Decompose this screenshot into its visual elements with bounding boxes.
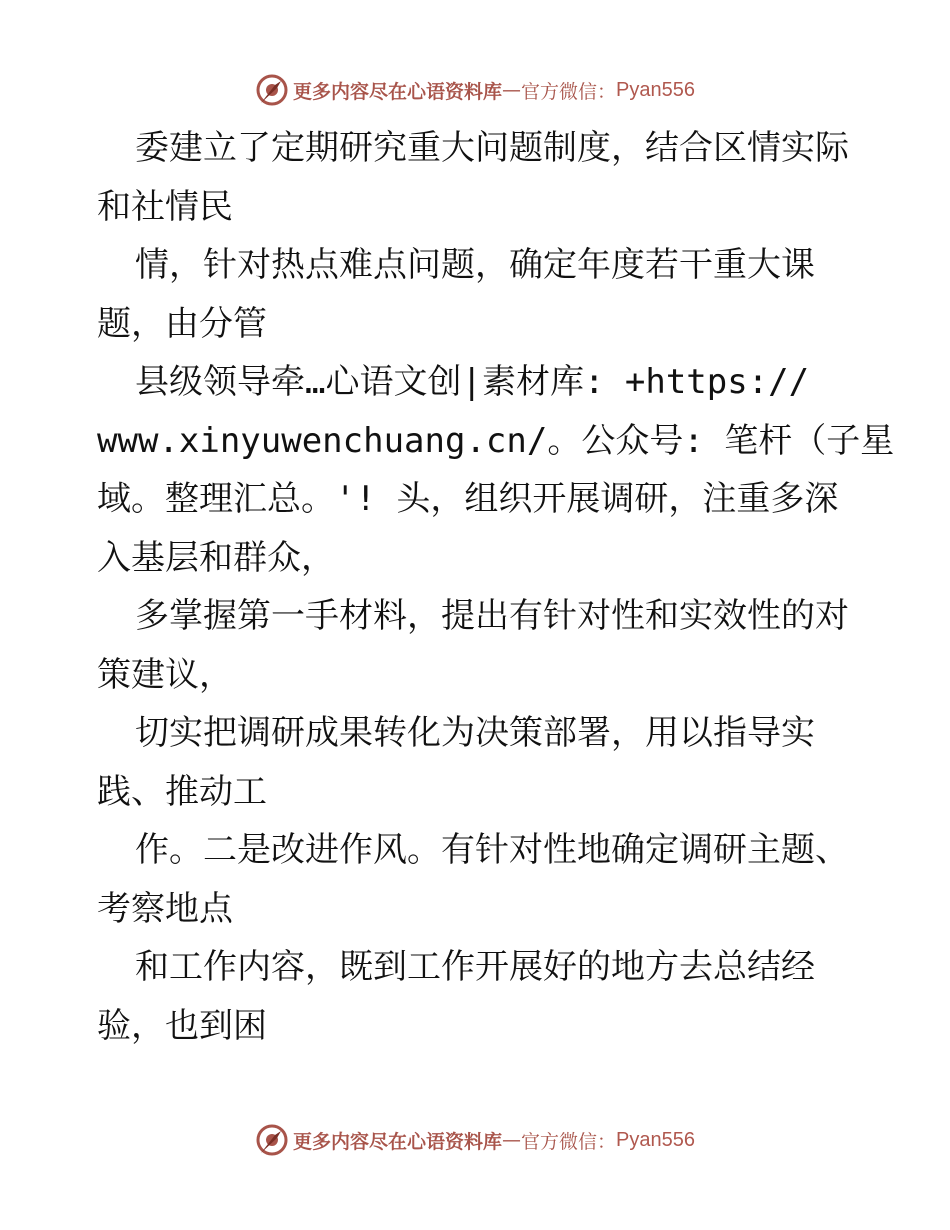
body-line: 入基层和群众， — [97, 537, 335, 578]
banner-wechat-id: Pyan556 — [616, 1128, 695, 1151]
body-line: 考察地点 — [97, 888, 233, 929]
banner-text: 更多内容尽在心语资料库 — [293, 80, 503, 103]
body-line: 作。二是改进作风。有针对性地确定调研主题、 — [135, 830, 849, 870]
body-line: 和社情民 — [97, 186, 233, 227]
body-line: 践、推动工 — [97, 771, 267, 812]
header-banner — [0, 70, 950, 110]
body-line: www.xinyuwenchuang.cn/。公众号: 笔杆（子星 — [97, 420, 895, 461]
banner-label: 官方微信： — [521, 80, 617, 103]
document-body — [97, 119, 895, 1055]
body-line: 多掌握第一手材料，提出有针对性和实效性的对 — [135, 596, 849, 636]
body-line: 县级领导牵…心语文创|素材库: +https:// — [135, 362, 810, 402]
footer-banner — [0, 1120, 950, 1160]
body-line: 题，由分管 — [97, 303, 267, 344]
banner-wechat-id: Pyan556 — [616, 78, 695, 101]
body-line: 委建立了定期研究重大问题制度，结合区情实际 — [135, 128, 849, 168]
body-line: 和工作内容，既到工作开展好的地方去总结经 — [135, 947, 815, 987]
body-line: 策建议， — [97, 654, 233, 695]
body-line: 验，也到困 — [97, 1005, 267, 1046]
banner-text: 更多内容尽在心语资料库 — [293, 1130, 503, 1153]
pen-nib-logo-icon — [255, 1123, 289, 1157]
body-line: 切实把调研成果转化为决策部署，用以指导实 — [135, 713, 815, 753]
body-line: 域。整理汇总。'! 头，组织开展调研，注重多深 — [97, 479, 839, 519]
body-line: 情，针对热点难点问题，确定年度若干重大课 — [135, 245, 815, 285]
banner-label: 官方微信： — [521, 1130, 617, 1153]
banner-dash: — — [502, 1129, 522, 1151]
banner-dash: — — [502, 79, 522, 101]
pen-nib-logo-icon — [255, 73, 289, 107]
